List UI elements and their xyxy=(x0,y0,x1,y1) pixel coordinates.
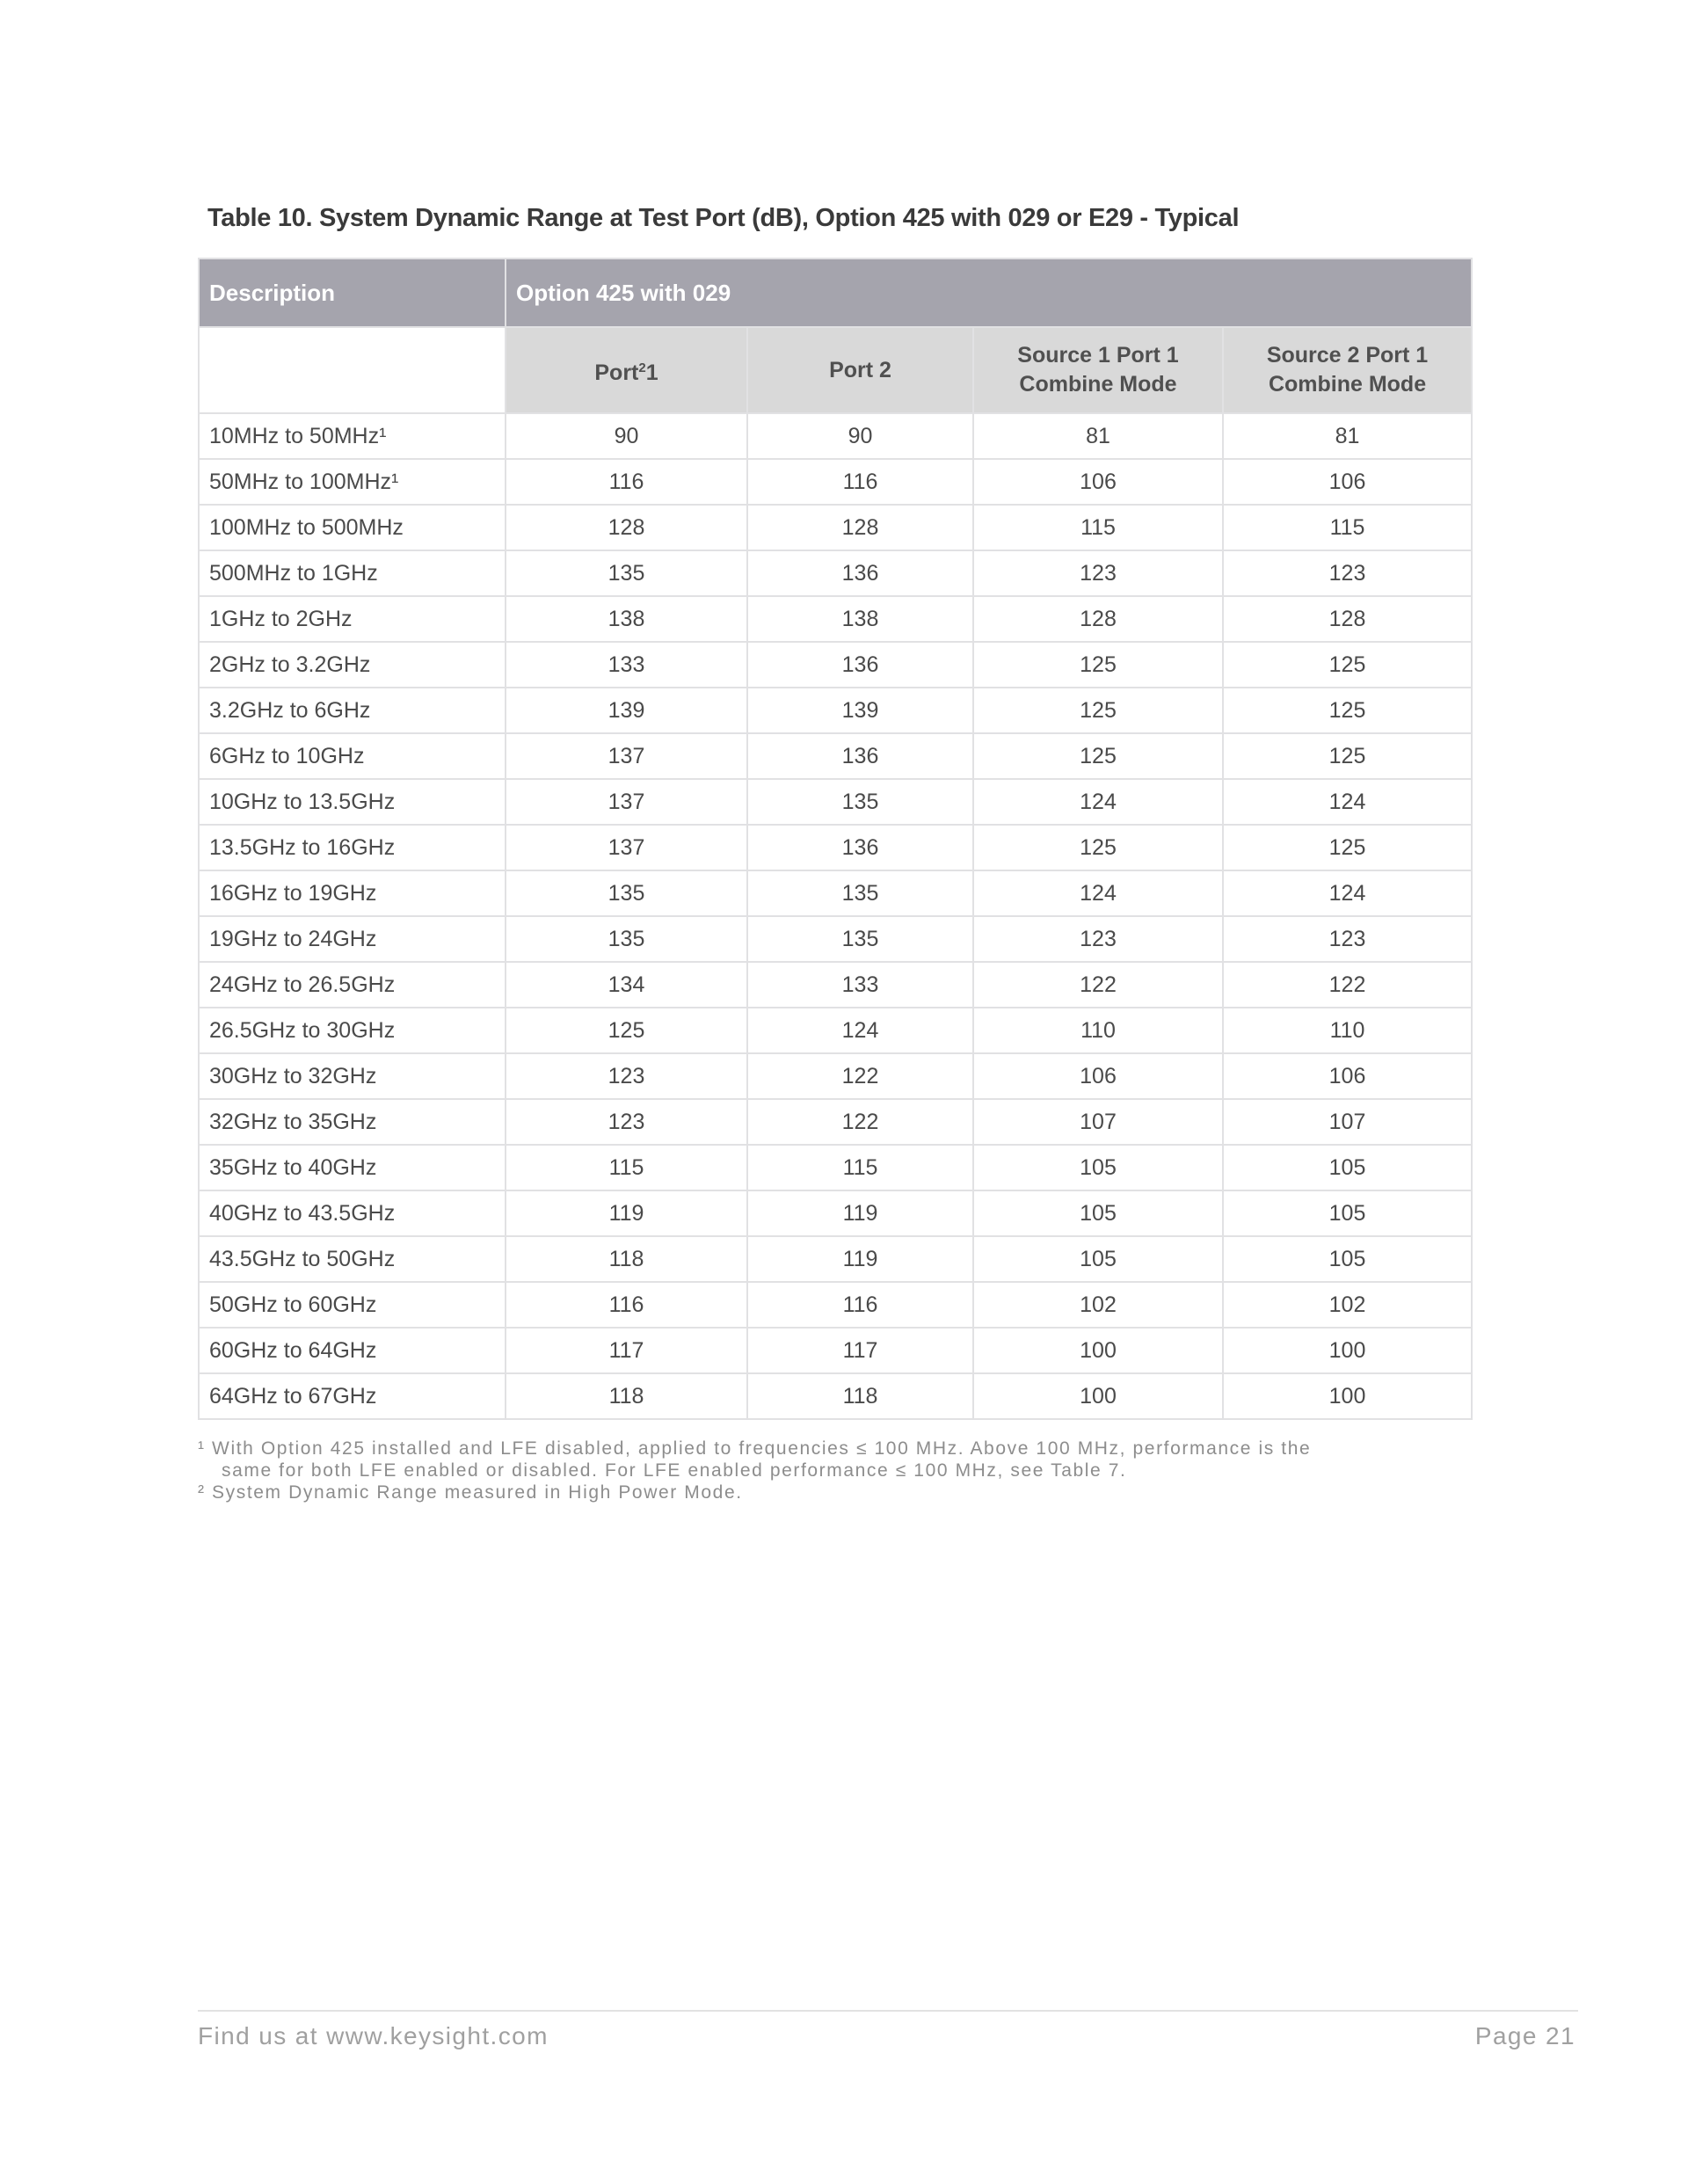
row-value-cell: 135 xyxy=(747,870,973,916)
table-header-row xyxy=(199,258,1472,327)
row-frequency-range: 13.5GHz to 16GHz xyxy=(199,825,506,870)
row-value-cell: 119 xyxy=(506,1190,747,1236)
row-frequency-range: 100MHz to 500MHz xyxy=(199,505,506,550)
row-value-cell: 90 xyxy=(747,413,973,459)
row-value-cell: 117 xyxy=(747,1328,973,1373)
row-value-cell: 123 xyxy=(506,1099,747,1145)
subheader-port1-footnote: 2 xyxy=(638,360,646,375)
row-value-cell: 105 xyxy=(1223,1236,1472,1282)
page-title: Table 10. System Dynamic Range at Test Port (dB), Option 425 with 029 or E29 - Typical xyxy=(207,204,1240,232)
row-value-cell: 139 xyxy=(747,688,973,733)
table-row xyxy=(199,870,1472,916)
row-value-cell: 138 xyxy=(506,596,747,642)
subheader-source2 xyxy=(1223,327,1472,413)
table-row xyxy=(199,779,1472,825)
subheader-port1-label: Port xyxy=(594,360,639,385)
table-row xyxy=(199,642,1472,688)
row-value-cell: 135 xyxy=(747,779,973,825)
row-value-cell: 122 xyxy=(973,962,1223,1008)
row-frequency-range: 2GHz to 3.2GHz xyxy=(199,642,506,688)
row-value-cell: 135 xyxy=(747,916,973,962)
row-value-cell: 128 xyxy=(973,596,1223,642)
row-value-cell: 124 xyxy=(1223,870,1472,916)
table-row xyxy=(199,1008,1472,1053)
row-value-cell: 123 xyxy=(506,1053,747,1099)
row-value-cell: 117 xyxy=(506,1328,747,1373)
row-value-cell: 137 xyxy=(506,733,747,779)
row-value-cell: 106 xyxy=(973,459,1223,505)
row-value-cell: 136 xyxy=(747,642,973,688)
row-value-cell: 136 xyxy=(747,733,973,779)
row-value-cell: 123 xyxy=(1223,550,1472,596)
row-value-cell: 116 xyxy=(747,1282,973,1328)
table-row xyxy=(199,505,1472,550)
subheader-source2-line1: Source 2 Port 1 xyxy=(1266,343,1429,368)
footnote-1: ¹ With Option 425 installed and LFE disabled, applied to frequencies ≤ 100 MHz. Above 100 MHz, performance is the xyxy=(198,1438,1312,1459)
row-value-cell: 128 xyxy=(1223,596,1472,642)
row-value-cell: 100 xyxy=(1223,1328,1472,1373)
table-row xyxy=(199,1190,1472,1236)
table-body xyxy=(199,413,1472,1419)
row-frequency-range: 50MHz to 100MHz¹ xyxy=(199,459,506,505)
row-frequency-range: 32GHz to 35GHz xyxy=(199,1099,506,1145)
footer-divider xyxy=(198,2010,1578,2012)
row-value-cell: 139 xyxy=(506,688,747,733)
subheader-blank xyxy=(199,327,506,413)
row-value-cell: 125 xyxy=(973,642,1223,688)
row-value-cell: 105 xyxy=(973,1145,1223,1190)
dynamic-range-table xyxy=(198,258,1473,1420)
row-value-cell: 125 xyxy=(1223,688,1472,733)
row-frequency-range: 43.5GHz to 50GHz xyxy=(199,1236,506,1282)
row-value-cell: 105 xyxy=(973,1190,1223,1236)
table-row xyxy=(199,1099,1472,1145)
row-value-cell: 136 xyxy=(747,550,973,596)
footnote-2: ² System Dynamic Range measured in High Power Mode. xyxy=(198,1482,743,1503)
row-value-cell: 118 xyxy=(747,1373,973,1419)
row-value-cell: 122 xyxy=(747,1053,973,1099)
table-row xyxy=(199,962,1472,1008)
table-row xyxy=(199,413,1472,459)
row-value-cell: 115 xyxy=(1223,505,1472,550)
row-value-cell: 138 xyxy=(747,596,973,642)
row-frequency-range: 19GHz to 24GHz xyxy=(199,916,506,962)
table-row xyxy=(199,1236,1472,1282)
row-value-cell: 102 xyxy=(973,1282,1223,1328)
row-value-cell: 125 xyxy=(973,733,1223,779)
row-value-cell: 133 xyxy=(747,962,973,1008)
row-value-cell: 124 xyxy=(973,870,1223,916)
row-value-cell: 116 xyxy=(506,1282,747,1328)
row-frequency-range: 1GHz to 2GHz xyxy=(199,596,506,642)
row-value-cell: 125 xyxy=(973,688,1223,733)
row-frequency-range: 10MHz to 50MHz¹ xyxy=(199,413,506,459)
row-value-cell: 110 xyxy=(1223,1008,1472,1053)
row-value-cell: 137 xyxy=(506,779,747,825)
row-value-cell: 100 xyxy=(1223,1373,1472,1419)
header-option-group: Option 425 with 029 xyxy=(506,258,1472,327)
row-value-cell: 135 xyxy=(506,916,747,962)
subheader-source1-line2: Combine Mode xyxy=(1019,372,1177,397)
table-subheader-row xyxy=(199,327,1472,413)
subheader-port2: Port 2 xyxy=(747,327,973,413)
row-frequency-range: 3.2GHz to 6GHz xyxy=(199,688,506,733)
row-value-cell: 116 xyxy=(747,459,973,505)
row-value-cell: 115 xyxy=(506,1145,747,1190)
row-value-cell: 123 xyxy=(1223,916,1472,962)
row-value-cell: 133 xyxy=(506,642,747,688)
row-frequency-range: 60GHz to 64GHz xyxy=(199,1328,506,1373)
row-frequency-range: 10GHz to 13.5GHz xyxy=(199,779,506,825)
row-frequency-range: 50GHz to 60GHz xyxy=(199,1282,506,1328)
row-value-cell: 116 xyxy=(506,459,747,505)
row-value-cell: 128 xyxy=(506,505,747,550)
table-row xyxy=(199,1328,1472,1373)
footer-page-number: Page 21 xyxy=(1474,2022,1575,2049)
row-value-cell: 123 xyxy=(973,550,1223,596)
row-value-cell: 125 xyxy=(506,1008,747,1053)
row-value-cell: 125 xyxy=(1223,825,1472,870)
row-value-cell: 124 xyxy=(1223,779,1472,825)
row-frequency-range: 6GHz to 10GHz xyxy=(199,733,506,779)
row-value-cell: 106 xyxy=(1223,1053,1472,1099)
footnote-1-continued: same for both LFE enabled or disabled. For LFE enabled performance ≤ 100 MHz, see Table 7. xyxy=(222,1460,1127,1481)
row-value-cell: 125 xyxy=(1223,733,1472,779)
row-value-cell: 110 xyxy=(973,1008,1223,1053)
row-value-cell: 102 xyxy=(1223,1282,1472,1328)
row-value-cell: 119 xyxy=(747,1236,973,1282)
row-frequency-range: 16GHz to 19GHz xyxy=(199,870,506,916)
row-value-cell: 81 xyxy=(1223,413,1472,459)
header-description: Description xyxy=(199,258,506,327)
table-row xyxy=(199,550,1472,596)
table-row xyxy=(199,1282,1472,1328)
row-value-cell: 105 xyxy=(1223,1145,1472,1190)
row-value-cell: 135 xyxy=(506,550,747,596)
table-row xyxy=(199,459,1472,505)
table-row xyxy=(199,1145,1472,1190)
row-value-cell: 106 xyxy=(1223,459,1472,505)
subheader-source1-line1: Source 1 Port 1 xyxy=(1017,343,1179,368)
table-row xyxy=(199,596,1472,642)
row-value-cell: 107 xyxy=(1223,1099,1472,1145)
row-value-cell: 134 xyxy=(506,962,747,1008)
footer-website: Find us at www.keysight.com xyxy=(198,2022,549,2049)
row-value-cell: 107 xyxy=(973,1099,1223,1145)
row-value-cell: 122 xyxy=(1223,962,1472,1008)
row-value-cell: 105 xyxy=(973,1236,1223,1282)
subheader-port1 xyxy=(506,327,747,413)
row-value-cell: 125 xyxy=(1223,642,1472,688)
row-frequency-range: 40GHz to 43.5GHz xyxy=(199,1190,506,1236)
row-value-cell: 105 xyxy=(1223,1190,1472,1236)
subheader-source2-line2: Combine Mode xyxy=(1268,372,1427,397)
row-value-cell: 100 xyxy=(973,1373,1223,1419)
table-row xyxy=(199,1053,1472,1099)
row-value-cell: 118 xyxy=(506,1236,747,1282)
table-row xyxy=(199,825,1472,870)
table-row xyxy=(199,688,1472,733)
row-value-cell: 115 xyxy=(747,1145,973,1190)
row-value-cell: 125 xyxy=(973,825,1223,870)
row-value-cell: 115 xyxy=(973,505,1223,550)
row-value-cell: 123 xyxy=(973,916,1223,962)
row-value-cell: 100 xyxy=(973,1328,1223,1373)
row-frequency-range: 500MHz to 1GHz xyxy=(199,550,506,596)
row-value-cell: 122 xyxy=(747,1099,973,1145)
row-value-cell: 106 xyxy=(973,1053,1223,1099)
table-row xyxy=(199,1373,1472,1419)
subheader-source1 xyxy=(973,327,1223,413)
row-value-cell: 81 xyxy=(973,413,1223,459)
table-row xyxy=(199,733,1472,779)
row-frequency-range: 35GHz to 40GHz xyxy=(199,1145,506,1190)
subheader-port1-number: 1 xyxy=(645,360,658,385)
row-value-cell: 128 xyxy=(747,505,973,550)
row-value-cell: 137 xyxy=(506,825,747,870)
row-value-cell: 135 xyxy=(506,870,747,916)
row-frequency-range: 24GHz to 26.5GHz xyxy=(199,962,506,1008)
row-frequency-range: 64GHz to 67GHz xyxy=(199,1373,506,1419)
row-value-cell: 124 xyxy=(973,779,1223,825)
row-value-cell: 119 xyxy=(747,1190,973,1236)
row-frequency-range: 26.5GHz to 30GHz xyxy=(199,1008,506,1053)
row-value-cell: 124 xyxy=(747,1008,973,1053)
row-value-cell: 90 xyxy=(506,413,747,459)
row-frequency-range: 30GHz to 32GHz xyxy=(199,1053,506,1099)
row-value-cell: 118 xyxy=(506,1373,747,1419)
footnotes xyxy=(198,1438,1464,1503)
table-row xyxy=(199,916,1472,962)
row-value-cell: 136 xyxy=(747,825,973,870)
